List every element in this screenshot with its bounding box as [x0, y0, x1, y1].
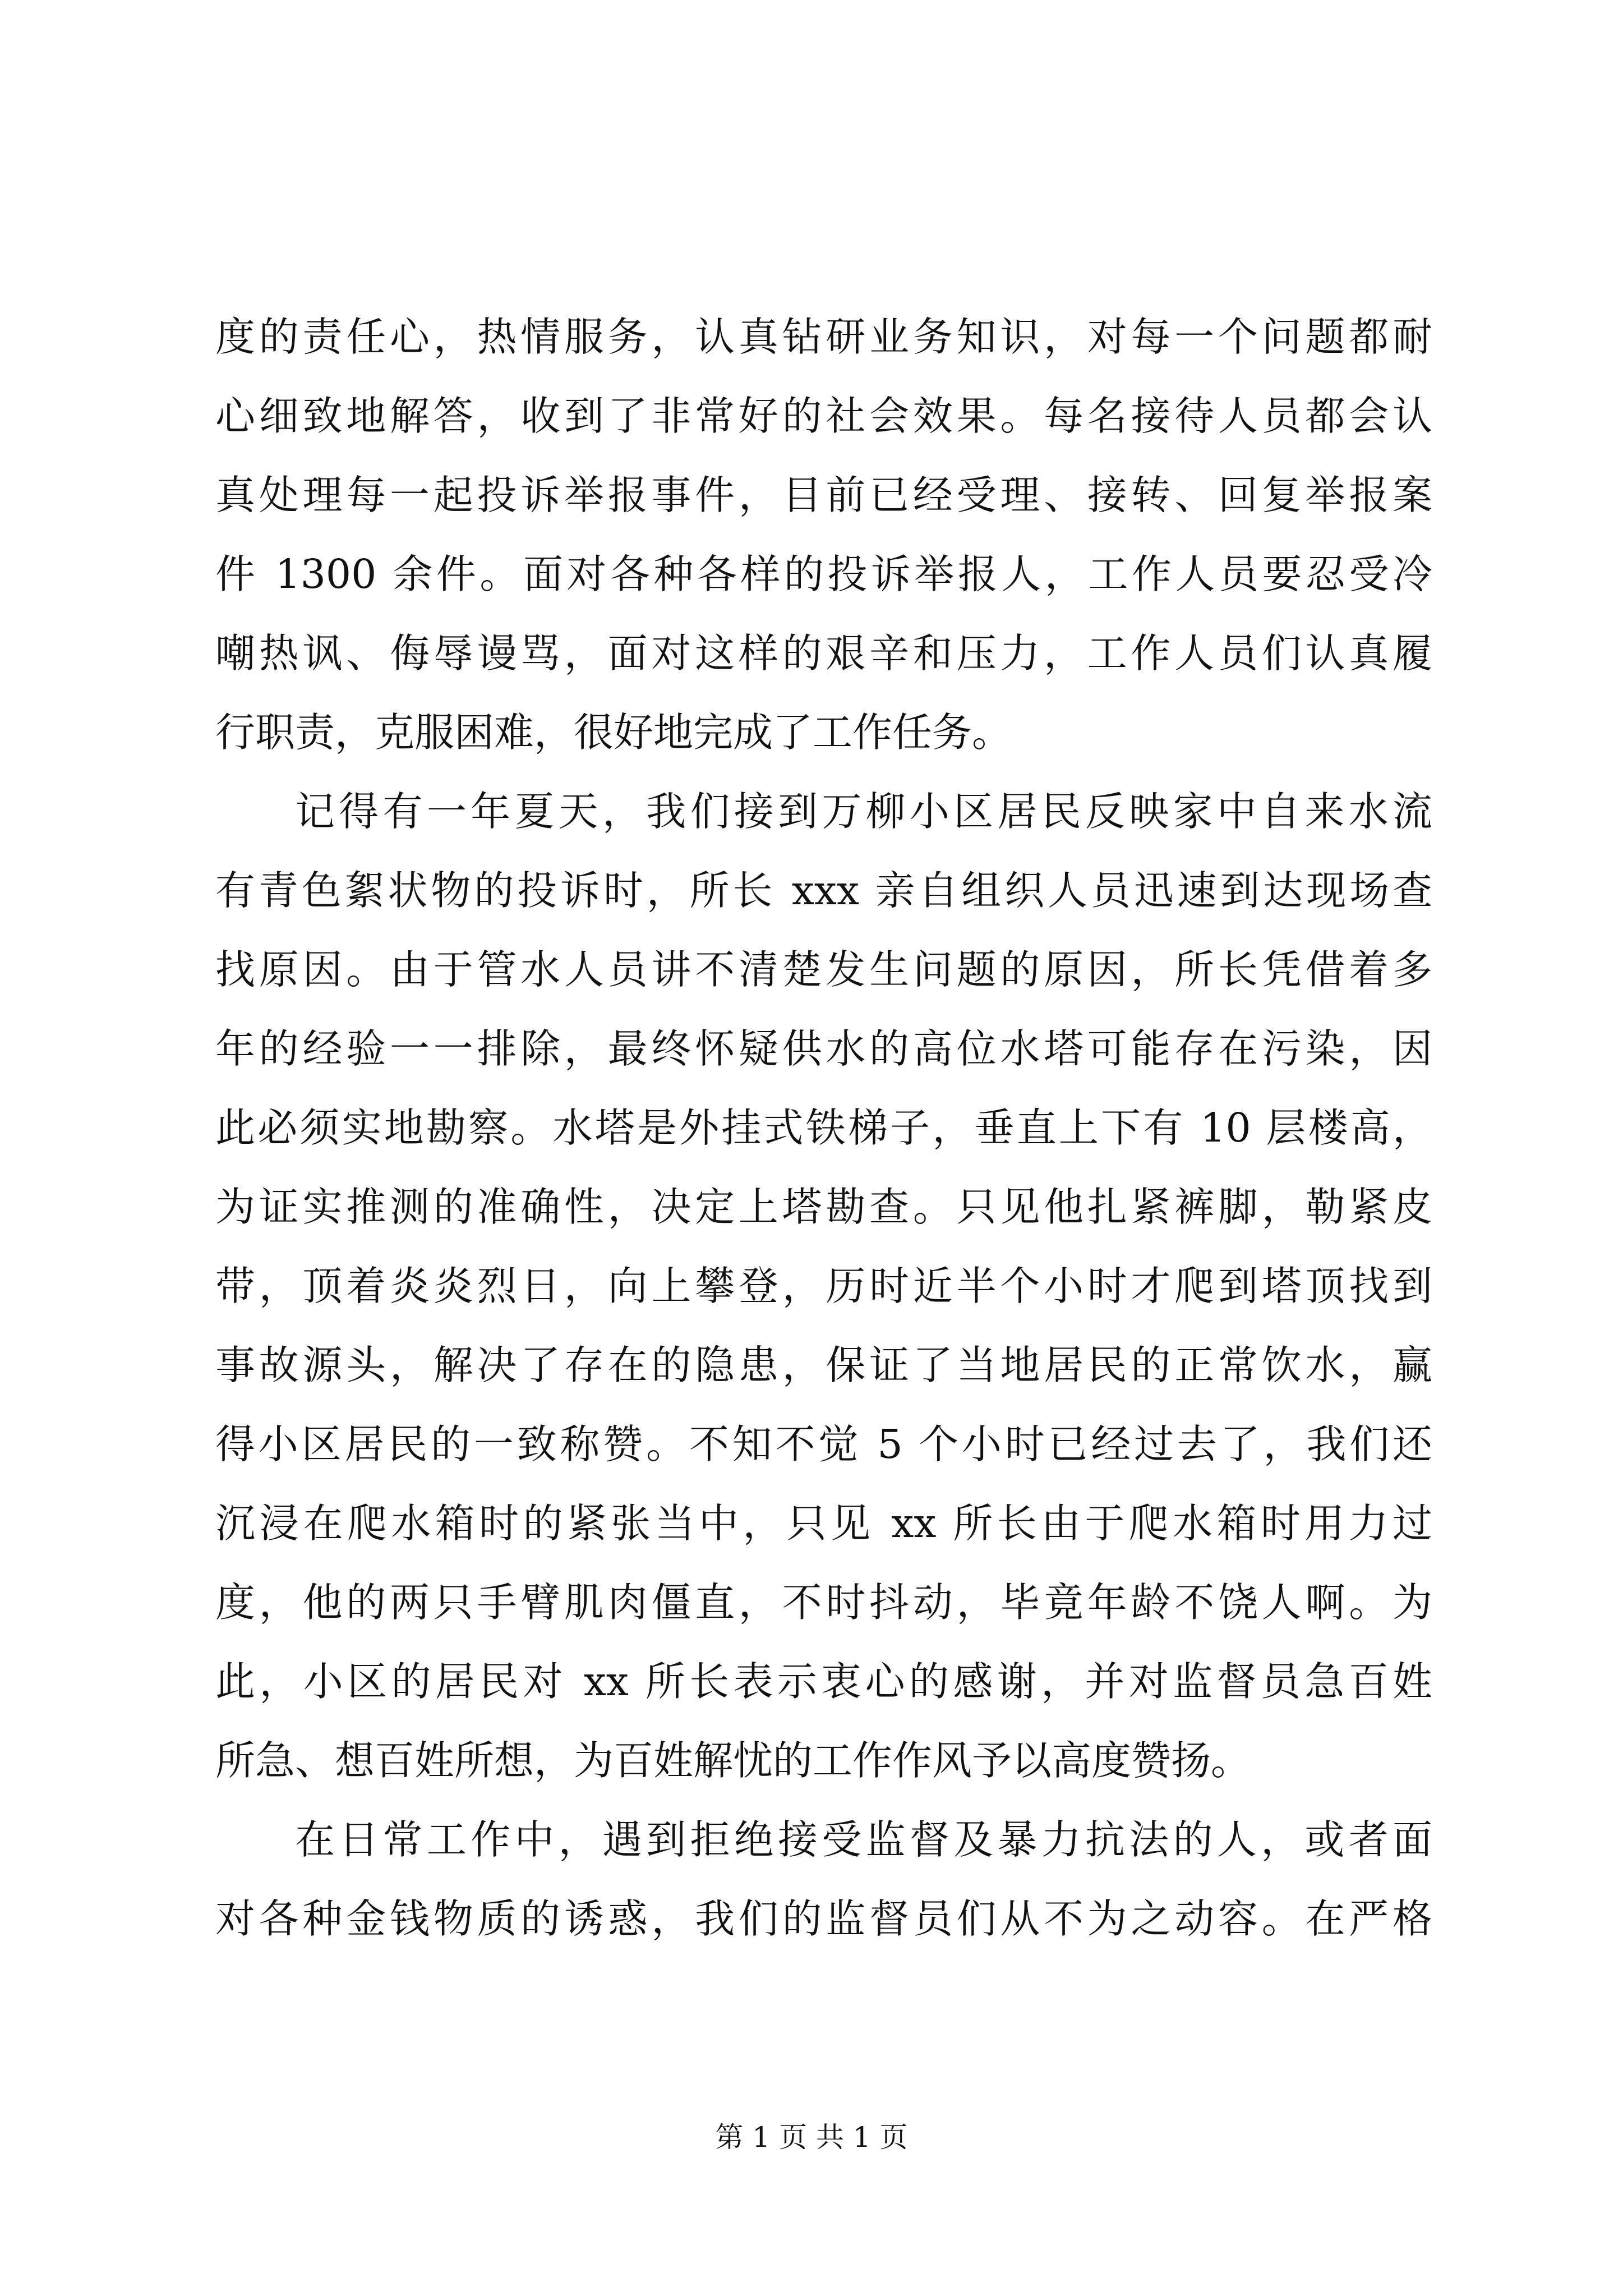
text-line: 真处理每一起投诉举报事件，目前已经受理、接转、回复举报案	[215, 472, 1432, 518]
text-line: 带，顶着炎炎烈日，向上攀登，历时近半个小时才爬到塔顶找到	[215, 1263, 1432, 1309]
paragraph-first-line: 记得有一年夏天，我们接到万柳小区居民反映家中自来水流	[295, 788, 1432, 835]
text-line: 对各种金钱物质的诱惑，我们的监督员们从不为之动容。在严格	[215, 1895, 1432, 1942]
text-line: 行职责，克服困难，很好地完成了工作任务。	[215, 709, 1012, 756]
text-line: 度的责任心，热情服务，认真钻研业务知识，对每一个问题都耐	[215, 314, 1432, 360]
text-line: 为证实推测的准确性，决定上塔勘查。只见他扎紧裤脚，勒紧皮	[215, 1184, 1432, 1230]
text-line: 此，小区的居民对 xx 所长表示衷心的感谢，并对监督员急百姓	[215, 1658, 1432, 1705]
text-line: 得小区居民的一致称赞。不知不觉 5 个小时已经过去了，我们还	[215, 1421, 1432, 1467]
text-line: 有青色絮状物的投诉时，所长 xxx 亲自组织人员迅速到达现场查	[215, 867, 1432, 914]
page-number-footer: 第 1 页 共 1 页	[715, 2121, 908, 2154]
text-line: 年的经验一一排除，最终怀疑供水的高位水塔可能存在污染，因	[215, 1025, 1432, 1072]
text-line: 事故源头，解决了存在的隐患，保证了当地居民的正常饮水，赢	[215, 1342, 1432, 1388]
text-line: 所急、想百姓所想，为百姓解忧的工作作风予以高度赞扬。	[215, 1737, 1251, 1784]
document-body	[215, 297, 1432, 1958]
text-line: 找原因。由于管水人员讲不清楚发生问题的原因，所长凭借着多	[215, 946, 1432, 993]
text-line: 度，他的两只手臂肌肉僵直，不时抖动，毕竟年龄不饶人啊。为	[215, 1579, 1432, 1626]
paragraph-first-line: 在日常工作中，遇到拒绝接受监督及暴力抗法的人，或者面	[295, 1816, 1432, 1863]
text-line: 沉浸在爬水箱时的紧张当中，只见 xx 所长由于爬水箱时用力过	[215, 1500, 1432, 1547]
text-line: 此必须实地勘察。水塔是外挂式铁梯子，垂直上下有 10 层楼高，	[215, 1105, 1432, 1151]
text-line: 心细致地解答，收到了非常好的社会效果。每名接待人员都会认	[215, 393, 1432, 439]
text-line: 件 1300 余件。面对各种各样的投诉举报人，工作人员要忍受冷	[215, 551, 1432, 597]
text-line: 嘲热讽、侮辱谩骂，面对这样的艰辛和压力，工作人员们认真履	[215, 630, 1432, 677]
